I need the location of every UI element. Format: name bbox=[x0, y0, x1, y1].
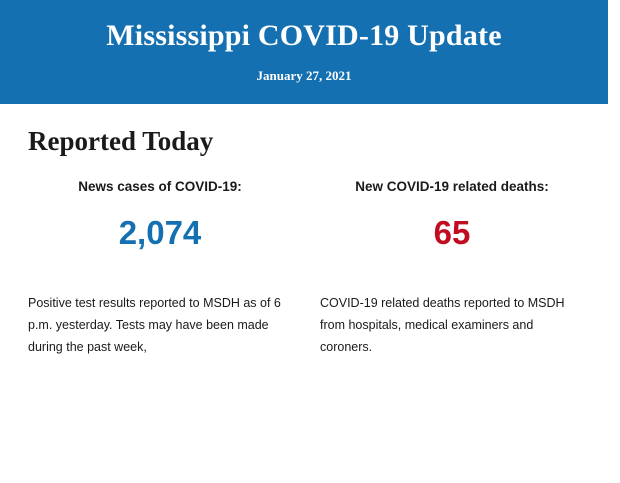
note-cases-text: Positive test results reported to MSDH as of 6 p.m. yesterday. Tests may have been made during the past week, bbox=[28, 296, 281, 354]
report-date: January 27, 2021 bbox=[256, 68, 352, 83]
stat-deaths-value: 65 bbox=[433, 214, 471, 251]
stat-deaths bbox=[306, 179, 598, 249]
note-deaths-text: COVID-19 related deaths reported to MSDH from hospitals, medical examiners and coroners. bbox=[320, 296, 565, 354]
stat-cases-label: News cases of COVID-19: bbox=[78, 179, 242, 194]
stat-cases-value: 2,074 bbox=[118, 214, 202, 251]
stats-row bbox=[0, 179, 620, 249]
notes-row bbox=[0, 293, 620, 359]
note-cases bbox=[14, 293, 306, 359]
stat-deaths-label: New COVID-19 related deaths: bbox=[355, 179, 549, 194]
page-title: Mississippi COVID-19 Update bbox=[106, 19, 502, 52]
page-header bbox=[0, 0, 608, 104]
note-deaths bbox=[306, 293, 598, 359]
stat-cases bbox=[14, 179, 306, 249]
section-heading: Reported Today bbox=[28, 126, 214, 156]
